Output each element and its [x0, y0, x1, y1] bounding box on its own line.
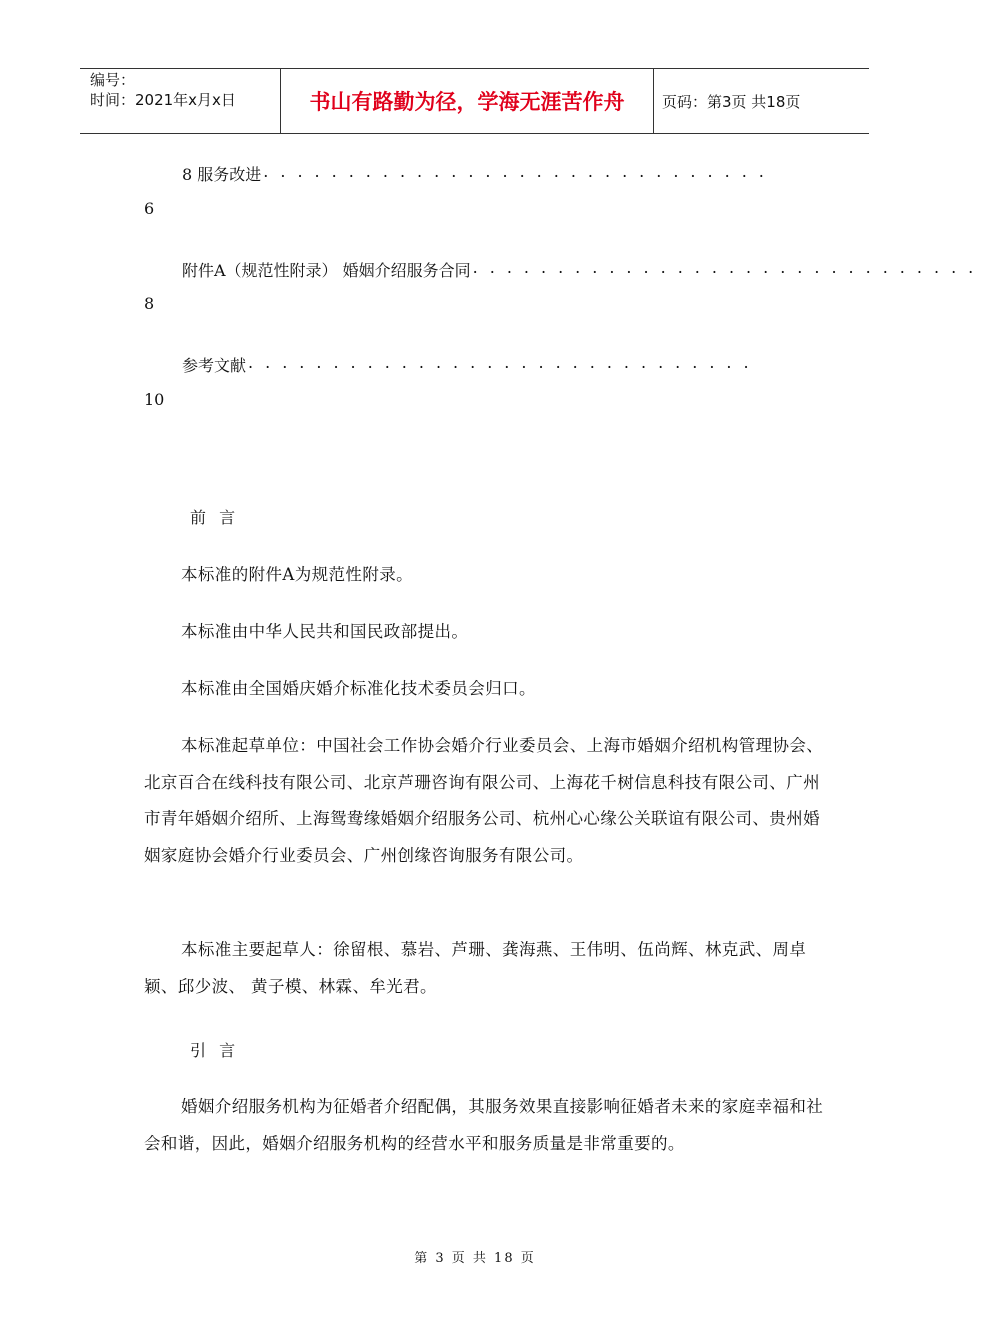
introduction-paragraph: 婚姻介绍服务机构为征婚者介绍配偶，其服务效果直接影响征婚者未来的家庭幸福和社会和谐，因此，婚姻介绍服务机构的经营水平和服务质量是非常重要的。 — [144, 1097, 824, 1153]
toc-entry-leader: .............................. — [472, 258, 985, 277]
preface-heading: 前 言 — [190, 508, 240, 527]
toc-entry — [182, 162, 798, 185]
document-number-label: 编号： — [90, 71, 136, 89]
preface-paragraph: 本标准主要起草人：徐留根、慕岩、芦珊、龚海燕、王伟明、伍尚辉、林克武、周卓颖、邱少波、 黄子模、林霖、牟光君。 — [144, 940, 807, 996]
header-motto: 书山有路勤为径，学海无涯苦作舟 — [281, 69, 654, 133]
toc-entry-title: 参考文献 — [182, 356, 247, 375]
preface-paragraph: 本标准起草单位：中国社会工作协会婚介行业委员会、上海市婚姻介绍机构管理协会、北京百合在线科技有限公司、北京芦珊咨询有限公司、上海花千树信息科技有限公司、广州市青年婚姻介绍所、上海鸳鸯缘婚姻介绍服务公司、杭州心心缘公关联谊有限公司、贵州婚姻家庭协会婚介行业委员会、广州创缘咨询服务有限公司。 — [144, 736, 824, 865]
toc-entry-leader: .............................. — [248, 353, 761, 372]
toc-entry — [182, 258, 985, 281]
toc-entry-title: 附件A（规范性附录） 婚姻介绍服务合同 — [182, 261, 471, 280]
header-meta — [80, 69, 281, 133]
preface-paragraph: 本标准的附件A为规范性附录。 — [181, 565, 414, 584]
introduction-heading: 引 言 — [190, 1041, 240, 1060]
toc-entry-page: 8 — [144, 294, 155, 313]
toc-entry — [182, 353, 798, 376]
toc-entry-page: 6 — [144, 199, 155, 218]
toc-entry-title: 8 服务改进 — [182, 165, 262, 184]
page-header — [80, 68, 869, 134]
preface-paragraph: 本标准由中华人民共和国民政部提出。 — [181, 622, 469, 641]
header-page-info: 页码：第3页 共18页 — [662, 92, 801, 111]
preface-paragraph: 本标准由全国婚庆婚介标准化技术委员会归口。 — [181, 679, 536, 698]
toc-entry-leader: .............................. — [263, 162, 776, 181]
document-time-label: 时间：2021年x月x日 — [90, 91, 236, 109]
toc-entry-page: 10 — [144, 390, 165, 409]
page-footer: 第 3 页 共 18 页 — [414, 1251, 536, 1266]
